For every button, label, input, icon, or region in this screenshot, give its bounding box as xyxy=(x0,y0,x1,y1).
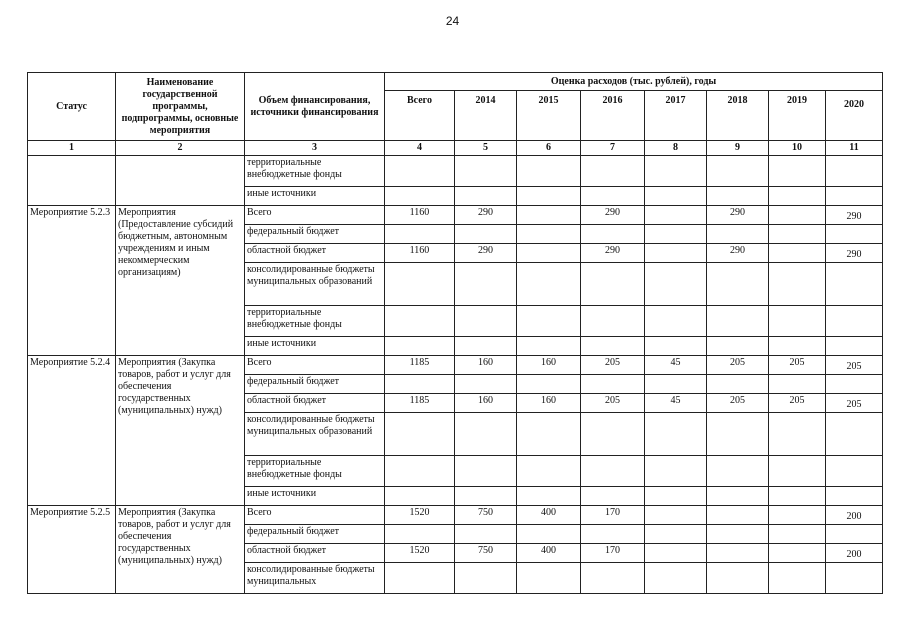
amount-cell xyxy=(385,375,455,394)
page-number: 24 xyxy=(445,14,460,28)
amount-cell: 45 xyxy=(645,356,707,375)
amount-cell xyxy=(707,156,769,187)
amount-cell xyxy=(455,306,517,337)
header-year: 2019 xyxy=(769,91,826,141)
amount-cell: 290 xyxy=(455,206,517,225)
amount-cell xyxy=(455,156,517,187)
amount-cell xyxy=(581,225,645,244)
amount-cell xyxy=(707,375,769,394)
column-number: 1 xyxy=(28,141,116,156)
amount-cell: 200 xyxy=(826,506,883,525)
amount-cell xyxy=(826,456,883,487)
amount-cell xyxy=(581,156,645,187)
amount-cell xyxy=(517,263,581,306)
header-estimate: Оценка расходов (тыс. рублей), годы xyxy=(385,73,883,91)
amount-cell xyxy=(455,375,517,394)
amount-cell xyxy=(455,487,517,506)
amount-cell xyxy=(581,375,645,394)
funding-source-cell: территориальные внебюджетные фонды xyxy=(245,156,385,187)
amount-cell xyxy=(769,225,826,244)
column-number: 9 xyxy=(707,141,769,156)
header-year: 2016 xyxy=(581,91,645,141)
column-number: 7 xyxy=(581,141,645,156)
funding-source-cell: федеральный бюджет xyxy=(245,525,385,544)
amount-cell xyxy=(707,413,769,456)
amount-cell xyxy=(645,156,707,187)
amount-cell xyxy=(455,563,517,594)
amount-cell xyxy=(455,413,517,456)
amount-cell xyxy=(769,456,826,487)
funding-row xyxy=(28,206,883,225)
column-number: 6 xyxy=(517,141,581,156)
amount-cell: 45 xyxy=(645,394,707,413)
amount-cell xyxy=(517,225,581,244)
amount-cell xyxy=(581,263,645,306)
amount-cell: 170 xyxy=(581,544,645,563)
funding-source-cell: федеральный бюджет xyxy=(245,225,385,244)
amount-cell: 205 xyxy=(581,394,645,413)
amount-cell xyxy=(517,375,581,394)
amount-cell xyxy=(581,413,645,456)
amount-cell: 750 xyxy=(455,544,517,563)
amount-cell: 205 xyxy=(707,356,769,375)
column-number: 5 xyxy=(455,141,517,156)
header-year: 2017 xyxy=(645,91,707,141)
amount-cell xyxy=(517,206,581,225)
amount-cell xyxy=(707,544,769,563)
status-cell: Мероприятие 5.2.4 xyxy=(28,356,116,506)
amount-cell: 290 xyxy=(826,206,883,225)
amount-cell: 1185 xyxy=(385,394,455,413)
amount-cell xyxy=(517,156,581,187)
header-year: 2014 xyxy=(455,91,517,141)
amount-cell xyxy=(385,306,455,337)
amount-cell xyxy=(517,306,581,337)
amount-cell xyxy=(581,306,645,337)
amount-cell: 290 xyxy=(707,244,769,263)
column-number: 2 xyxy=(116,141,245,156)
amount-cell xyxy=(826,563,883,594)
amount-cell: 160 xyxy=(455,394,517,413)
funding-source-cell: областной бюджет xyxy=(245,244,385,263)
amount-cell xyxy=(769,563,826,594)
amount-cell xyxy=(769,525,826,544)
funding-source-cell: консолидированные бюджеты муниципальных образований xyxy=(245,413,385,456)
header-row-top xyxy=(28,73,883,91)
column-number: 3 xyxy=(245,141,385,156)
funding-source-cell: иные источники xyxy=(245,337,385,356)
column-number: 4 xyxy=(385,141,455,156)
amount-cell xyxy=(769,506,826,525)
amount-cell xyxy=(385,337,455,356)
amount-cell xyxy=(385,156,455,187)
amount-cell xyxy=(581,187,645,206)
activity-name-cell: Мероприятия (Закупка товаров, работ и услуг для обеспечения государственных (муниципальных) нужд) xyxy=(116,356,245,506)
amount-cell: 205 xyxy=(707,394,769,413)
funding-source-cell: иные источники xyxy=(245,487,385,506)
amount-cell xyxy=(707,506,769,525)
amount-cell xyxy=(517,456,581,487)
amount-cell xyxy=(455,225,517,244)
amount-cell xyxy=(707,337,769,356)
status-cell: Мероприятие 5.2.5 xyxy=(28,506,116,594)
amount-cell xyxy=(769,487,826,506)
header-funding: Объем финансирования, источники финансирования xyxy=(245,73,385,141)
amount-cell xyxy=(645,456,707,487)
amount-cell xyxy=(645,337,707,356)
amount-cell xyxy=(645,206,707,225)
amount-cell xyxy=(517,244,581,263)
amount-cell xyxy=(826,487,883,506)
amount-cell: 1520 xyxy=(385,544,455,563)
amount-cell xyxy=(769,244,826,263)
amount-cell: 205 xyxy=(769,356,826,375)
funding-source-cell: территориальные внебюджетные фонды xyxy=(245,456,385,487)
amount-cell xyxy=(385,187,455,206)
header-status: Статус xyxy=(28,73,116,141)
amount-cell xyxy=(645,563,707,594)
amount-cell xyxy=(385,487,455,506)
amount-cell xyxy=(826,263,883,306)
amount-cell: 160 xyxy=(517,356,581,375)
amount-cell: 290 xyxy=(581,244,645,263)
funding-source-cell: иные источники xyxy=(245,187,385,206)
amount-cell xyxy=(581,456,645,487)
amount-cell xyxy=(517,487,581,506)
amount-cell: 290 xyxy=(826,244,883,263)
amount-cell xyxy=(645,244,707,263)
amount-cell xyxy=(385,263,455,306)
amount-cell xyxy=(707,525,769,544)
funding-source-cell: областной бюджет xyxy=(245,544,385,563)
amount-cell xyxy=(455,263,517,306)
funding-source-cell: Всего xyxy=(245,356,385,375)
amount-cell: 205 xyxy=(769,394,826,413)
amount-cell xyxy=(455,187,517,206)
column-number: 11 xyxy=(826,141,883,156)
amount-cell xyxy=(517,525,581,544)
amount-cell xyxy=(645,187,707,206)
amount-cell xyxy=(826,375,883,394)
amount-cell xyxy=(769,206,826,225)
funding-source-cell: консолидированные бюджеты муниципальных xyxy=(245,563,385,594)
amount-cell xyxy=(769,187,826,206)
amount-cell: 400 xyxy=(517,544,581,563)
amount-cell: 160 xyxy=(455,356,517,375)
activity-name-cell: Мероприятия (Закупка товаров, работ и услуг для обеспечения государственных (муниципальных) нужд) xyxy=(116,506,245,594)
amount-cell xyxy=(385,563,455,594)
amount-cell: 205 xyxy=(826,394,883,413)
amount-cell: 170 xyxy=(581,506,645,525)
amount-cell xyxy=(455,456,517,487)
amount-cell xyxy=(645,375,707,394)
amount-cell xyxy=(517,337,581,356)
amount-cell: 400 xyxy=(517,506,581,525)
amount-cell xyxy=(645,263,707,306)
amount-cell xyxy=(385,225,455,244)
amount-cell xyxy=(826,525,883,544)
amount-cell: 290 xyxy=(581,206,645,225)
amount-cell xyxy=(769,375,826,394)
funding-row xyxy=(28,506,883,525)
amount-cell: 1160 xyxy=(385,206,455,225)
amount-cell: 205 xyxy=(826,356,883,375)
amount-cell xyxy=(517,563,581,594)
amount-cell xyxy=(826,337,883,356)
amount-cell: 290 xyxy=(455,244,517,263)
header-name: Наименование государственной программы, подпрограммы, основные мероприятия xyxy=(116,73,245,141)
amount-cell xyxy=(517,413,581,456)
amount-cell xyxy=(645,525,707,544)
funding-source-cell: федеральный бюджет xyxy=(245,375,385,394)
column-number-row xyxy=(28,141,883,156)
amount-cell: 1520 xyxy=(385,506,455,525)
amount-cell: 200 xyxy=(826,544,883,563)
amount-cell xyxy=(645,225,707,244)
amount-cell xyxy=(581,487,645,506)
amount-cell xyxy=(385,456,455,487)
amount-cell xyxy=(826,225,883,244)
budget-table xyxy=(27,72,883,594)
amount-cell xyxy=(385,413,455,456)
amount-cell xyxy=(707,487,769,506)
funding-row xyxy=(28,156,883,187)
amount-cell xyxy=(581,563,645,594)
activity-name-cell xyxy=(116,156,245,206)
amount-cell xyxy=(707,563,769,594)
status-cell: Мероприятие 5.2.3 xyxy=(28,206,116,356)
amount-cell xyxy=(707,456,769,487)
amount-cell xyxy=(581,525,645,544)
header-year: Всего xyxy=(385,91,455,141)
table-body xyxy=(28,141,883,594)
amount-cell xyxy=(581,337,645,356)
amount-cell xyxy=(769,544,826,563)
amount-cell xyxy=(707,263,769,306)
amount-cell xyxy=(826,413,883,456)
amount-cell xyxy=(769,156,826,187)
amount-cell xyxy=(517,187,581,206)
header-year: 2020 xyxy=(826,91,883,141)
amount-cell xyxy=(769,306,826,337)
amount-cell: 290 xyxy=(707,206,769,225)
amount-cell xyxy=(455,337,517,356)
funding-source-cell: областной бюджет xyxy=(245,394,385,413)
amount-cell xyxy=(645,306,707,337)
amount-cell xyxy=(645,413,707,456)
amount-cell xyxy=(826,306,883,337)
funding-source-cell: Всего xyxy=(245,506,385,525)
amount-cell xyxy=(707,187,769,206)
amount-cell: 1185 xyxy=(385,356,455,375)
amount-cell: 205 xyxy=(581,356,645,375)
header-year: 2015 xyxy=(517,91,581,141)
header-year: 2018 xyxy=(707,91,769,141)
amount-cell xyxy=(707,225,769,244)
funding-source-cell: территориальные внебюджетные фонды xyxy=(245,306,385,337)
funding-source-cell: Всего xyxy=(245,206,385,225)
amount-cell xyxy=(645,544,707,563)
amount-cell: 750 xyxy=(455,506,517,525)
funding-source-cell: консолидированные бюджеты муниципальных образований xyxy=(245,263,385,306)
amount-cell xyxy=(707,306,769,337)
amount-cell xyxy=(769,263,826,306)
status-cell xyxy=(28,156,116,206)
amount-cell xyxy=(769,413,826,456)
amount-cell xyxy=(385,525,455,544)
amount-cell: 160 xyxy=(517,394,581,413)
amount-cell xyxy=(826,187,883,206)
column-number: 8 xyxy=(645,141,707,156)
amount-cell xyxy=(645,487,707,506)
amount-cell xyxy=(455,525,517,544)
funding-row xyxy=(28,356,883,375)
activity-name-cell: Мероприятия (Предоставление субсидий бюджетным, автономным учреждениям и иным некоммерческим организациям) xyxy=(116,206,245,356)
column-number: 10 xyxy=(769,141,826,156)
amount-cell xyxy=(826,156,883,187)
amount-cell: 1160 xyxy=(385,244,455,263)
amount-cell xyxy=(645,506,707,525)
amount-cell xyxy=(769,337,826,356)
